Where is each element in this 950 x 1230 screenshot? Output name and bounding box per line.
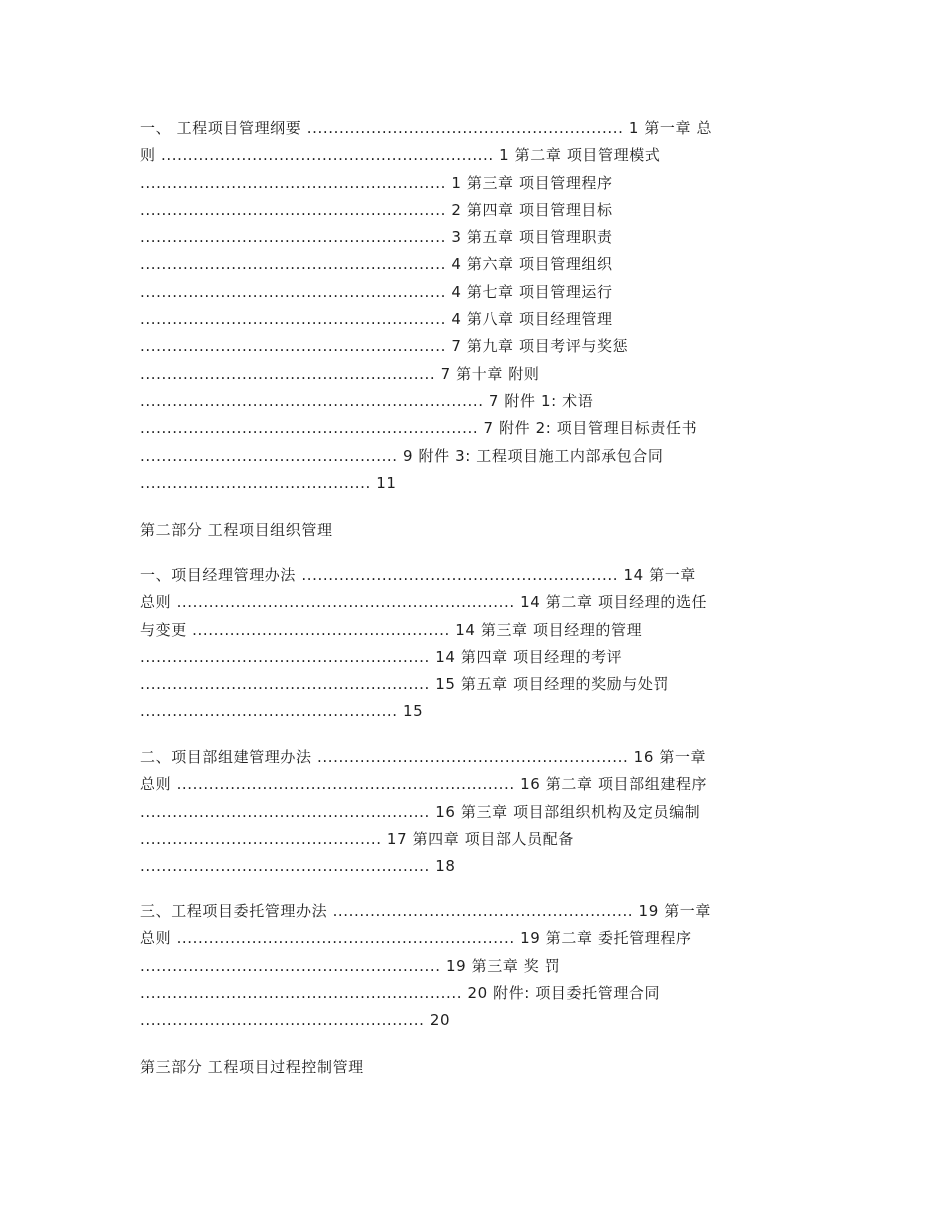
toc-line: 总则 ............................................................... 14 第二章 项目经理的选任 [140,593,708,612]
toc-line: ........................................................ 19 第三章 奖 罚 [140,956,561,975]
toc-line: 三、工程项目委托管理办法 ........................................................ 19 第一章 [140,902,712,920]
toc-section-project-manager [140,562,820,726]
toc-line: ........................................... 11 [140,473,397,492]
toc-line: ......................................................... 4 第八章 项目经理管理 [140,310,613,329]
toc-line: ................................................ 9 附件 3: 工程项目施工内部承包合同 [140,446,664,465]
toc-line: 一、 工程项目管理纲要 ........................................................... 1 第一章 总 [140,119,713,137]
toc-line: ................................................................ 7 附件 1: 术语 [140,391,594,410]
toc-line: 则 .............................................................. 1 第二章 项目管理模式 [140,146,661,165]
toc-part1 [140,115,820,497]
toc-section-entrusted-management [140,898,820,1034]
toc-line: ......................................................... 7 第九章 项目考评与奖惩 [140,337,629,356]
toc-line: ...................................................... 18 [140,857,456,876]
toc-section-project-department [140,744,820,880]
toc-line: 二、项目部组建管理办法 .......................................................... 16 第一章 [140,748,707,766]
toc-line: ....................................................... 7 第十章 附则 [140,364,540,383]
toc-line: ......................................................... 2 第四章 项目管理目标 [140,200,613,219]
toc-line: 总则 ............................................................... 19 第二章 委托管理程序 [140,929,692,948]
toc-line: ......................................................... 4 第七章 项目管理运行 [140,282,613,301]
toc-line: ..................................................... 20 [140,1011,451,1030]
toc-line: ......................................................... 3 第五章 项目管理职责 [140,228,613,247]
toc-line: 总则 ............................................................... 16 第二章 项目部组建程序 [140,775,708,794]
toc-line: ................................................ 15 [140,702,424,721]
toc-line: 一、项目经理管理办法 ........................................................... 14 第一章 [140,566,696,584]
toc-line: ...................................................... 15 第五章 项目经理的奖励与处罚 [140,675,670,694]
toc-line: ............................................................... 7 附件 2: 项目管理目标责任书 [140,419,698,438]
toc-line: ...................................................... 14 第四章 项目经理的考评 [140,647,623,666]
part2-heading: 第二部分 工程项目组织管理 [140,521,333,539]
toc-line: ............................................. 17 第四章 项目部人员配备 [140,829,574,848]
toc-line: ......................................................... 4 第六章 项目管理组织 [140,255,613,274]
part3-heading: 第三部分 工程项目过程控制管理 [140,1058,364,1076]
toc-line: ......................................................... 1 第三章 项目管理程序 [140,173,613,192]
toc-line: ............................................................ 20 附件: 项目委托管理合同 [140,983,661,1002]
toc-line: ...................................................... 16 第三章 项目部组织机构及定员编制 [140,802,701,821]
toc-line: 与变更 ................................................ 14 第三章 项目经理的管理 [140,620,643,639]
